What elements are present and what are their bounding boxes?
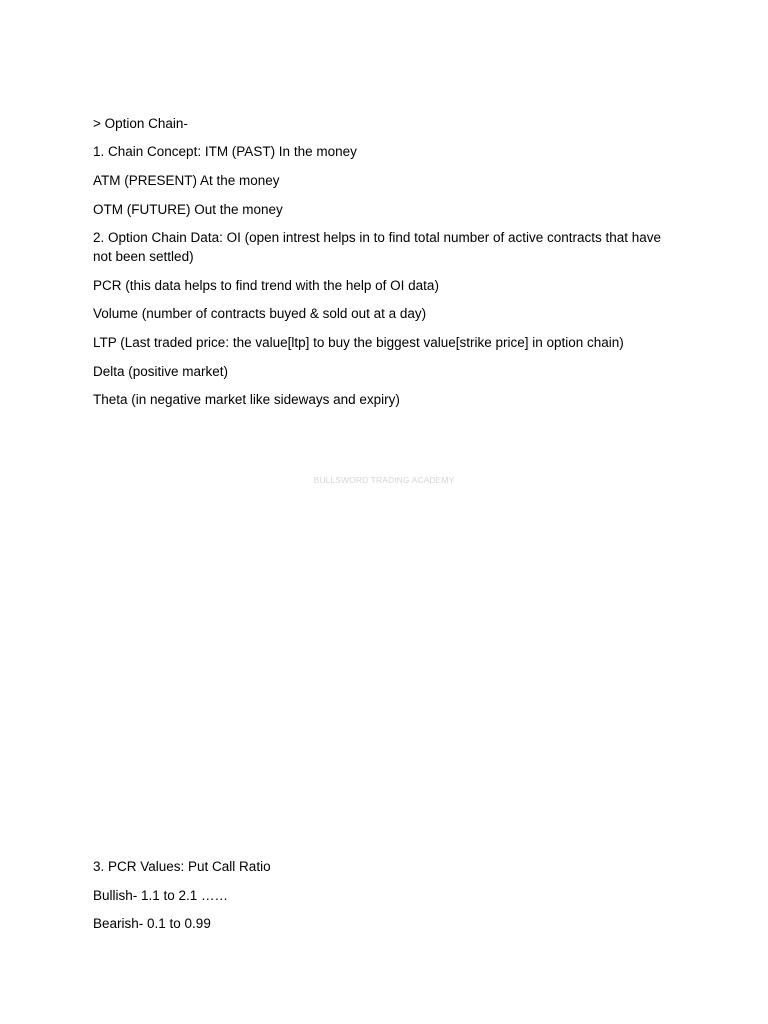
option-chain-data-line: 2. Option Chain Data: OI (open intrest helps in to find total number of active contracts that have not been settled) xyxy=(93,230,662,265)
chain-concept-line: 1. Chain Concept: ITM (PAST) In the money xyxy=(93,144,357,160)
notes-bottom-block xyxy=(93,857,683,943)
bearish-line: Bearish- 0.1 to 0.99 xyxy=(93,916,211,932)
notes-top-block xyxy=(93,114,683,419)
theta-line: Theta (in negative market like sideways and expiry) xyxy=(93,392,400,408)
pcr-values-line: 3. PCR Values: Put Call Ratio xyxy=(93,859,271,874)
ltp-line: LTP (Last traded price: the value[ltp] to buy the biggest value[strike price] in option chain) xyxy=(93,334,624,350)
watermark-text: BULLSWORD TRADING ACADEMY xyxy=(313,475,455,485)
pcr-line: PCR (this data helps to find trend with the help of OI data) xyxy=(93,277,439,293)
otm-line: OTM (FUTURE) Out the money xyxy=(93,201,283,217)
volume-line: Volume (number of contracts buyed & sold out at a day) xyxy=(93,306,427,322)
bullish-line: Bullish- 1.1 to 2.1 …… xyxy=(93,887,229,903)
atm-line: ATM (PRESENT) At the money xyxy=(93,172,280,188)
option-chain-heading: > Option Chain- xyxy=(93,116,188,131)
delta-line: Delta (positive market) xyxy=(93,363,229,379)
